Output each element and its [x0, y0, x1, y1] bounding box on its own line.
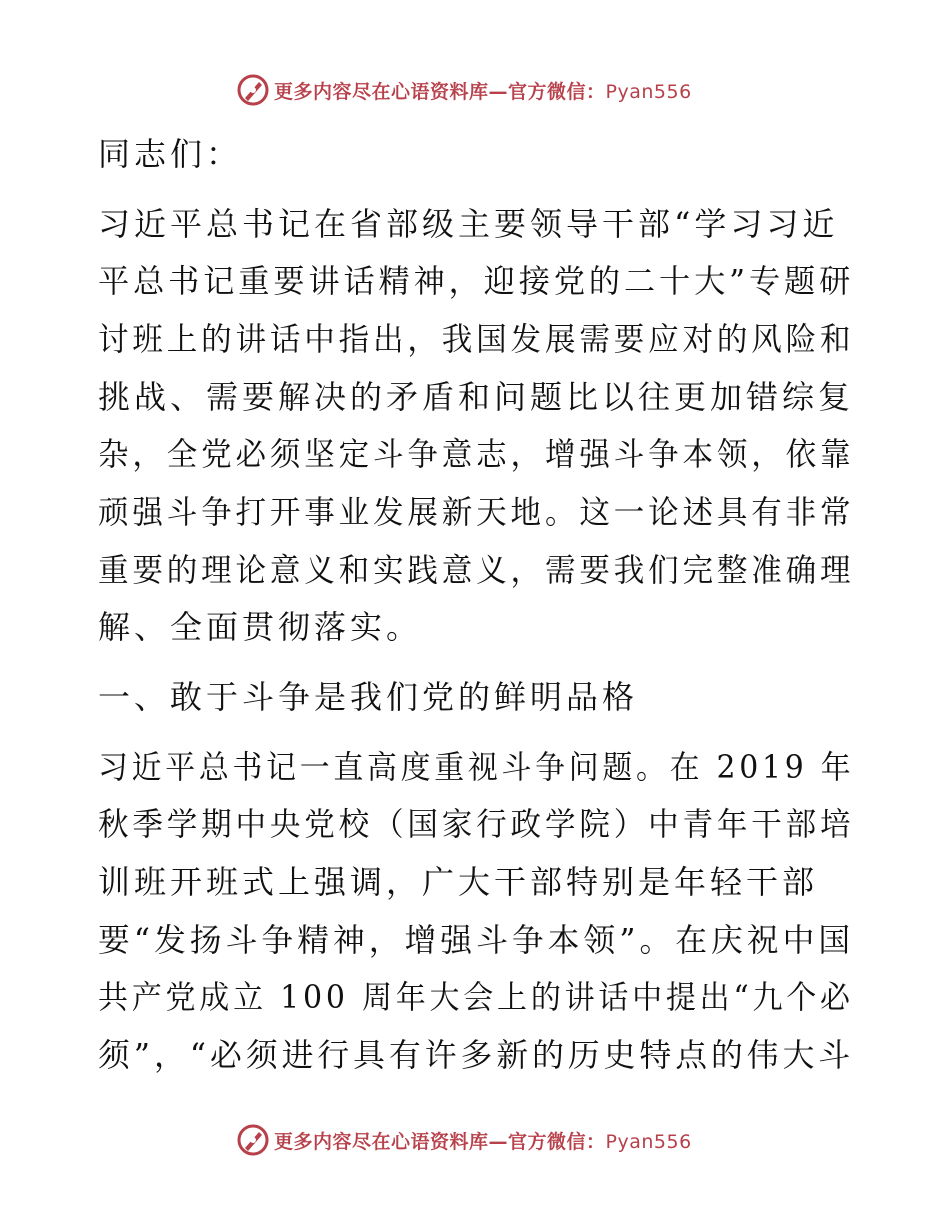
pen-circle-logo-icon	[236, 73, 270, 107]
paragraph-line: 讨班上的讲话中指出，我国发展需要应对的风险和	[98, 319, 855, 358]
paragraph-line: 共产党成立 100 周年大会上的讲话中提出“九个必	[98, 978, 854, 1017]
paragraph-line: 要“发扬斗争精神，增强斗争本领”。在庆祝中国	[98, 920, 855, 959]
paragraph-line: 习近平总书记一直高度重视斗争问题。在 2019 年	[98, 747, 855, 786]
header-watermark	[236, 72, 692, 108]
paragraph-line: 秋季学期中央党校（国家行政学院）中青年干部培	[98, 805, 855, 844]
salutation: 同志们：	[98, 134, 243, 173]
footer-watermark	[236, 1122, 692, 1158]
paragraph-line: 顽强斗争打开事业发展新天地。这一论述具有非常	[98, 492, 855, 531]
section-heading: 一、敢于斗争是我们党的鲜明品格	[98, 678, 639, 717]
paragraph-line: 习近平总书记在省部级主要领导干部“学习习近	[98, 204, 839, 243]
paragraph-line: 挑战、需要解决的矛盾和问题比以往更加错综复	[98, 377, 855, 416]
watermark-text: 更多内容尽在心语资料库—官方微信：Pyan556	[274, 80, 692, 103]
document-body	[98, 125, 854, 1084]
paragraph-line: 须”，“必须进行具有许多新的历史特点的伟大斗	[98, 1036, 855, 1075]
pen-circle-logo-icon	[236, 1123, 270, 1157]
paragraph-line: 解、全面贯彻落实。	[98, 608, 423, 647]
paragraph-line: 平总书记重要讲话精神，迎接党的二十大”专题研	[98, 262, 855, 301]
paragraph-line: 训班开班式上强调，广大干部特别是年轻干部	[98, 863, 819, 902]
paragraph-line: 重要的理论意义和实践意义，需要我们完整准确理	[98, 550, 855, 589]
watermark-text: 更多内容尽在心语资料库—官方微信：Pyan556	[274, 1130, 692, 1153]
paragraph-line: 杂，全党必须坚定斗争意志，增强斗争本领，依靠	[98, 435, 855, 474]
